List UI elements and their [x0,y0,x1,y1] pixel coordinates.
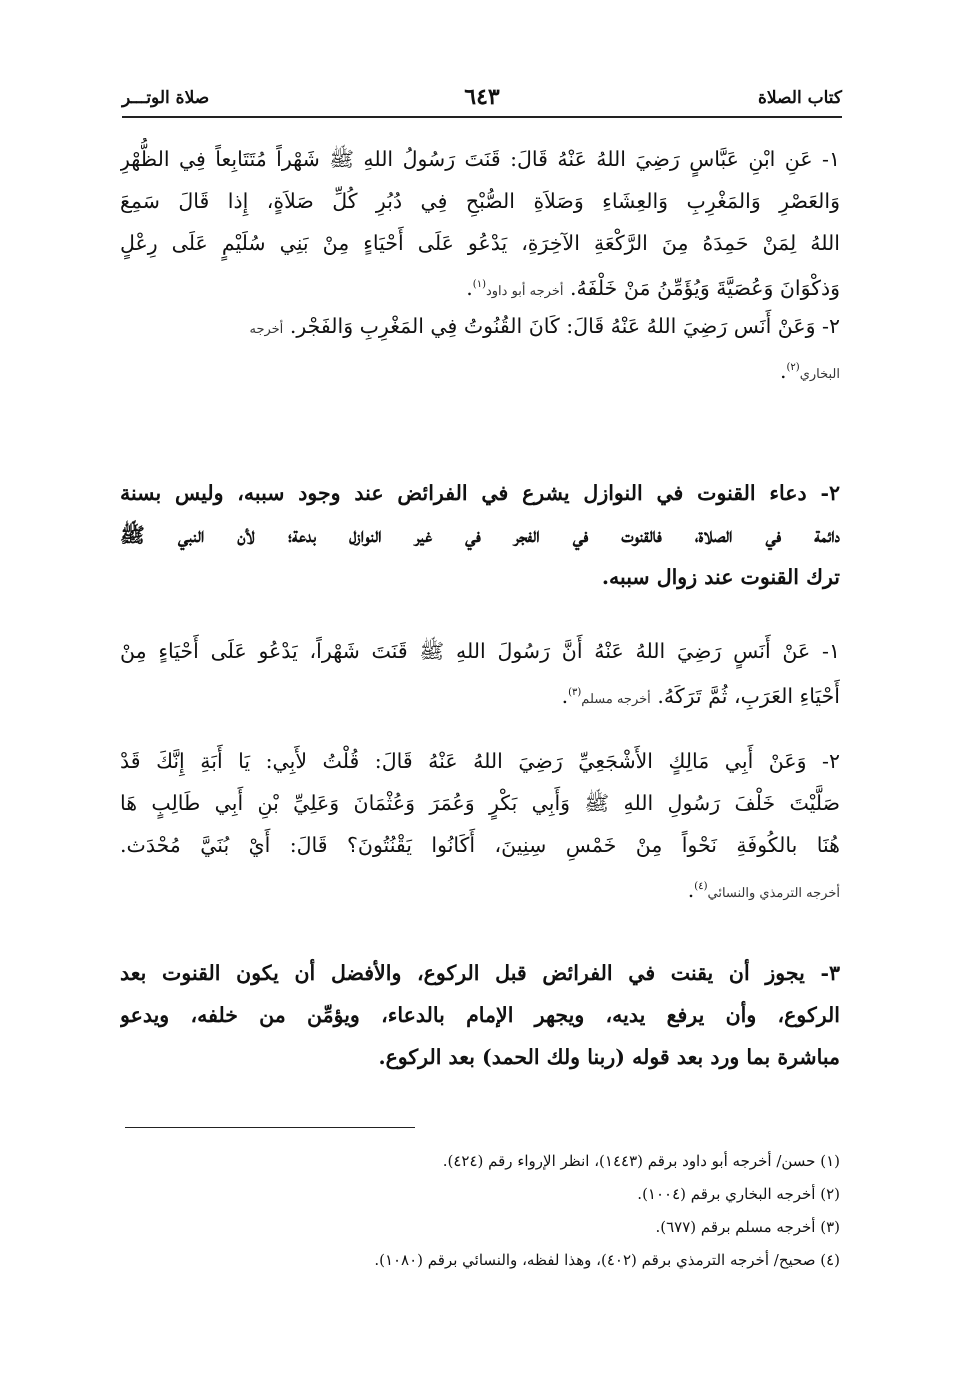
footnote-ref: (٢) [786,362,800,373]
text-line: هُنَا بالكُوفَةِ نَحْواً مِنْ خَمْسِ سِنِينَ، أَكَانُوا يَقْنُتُونَ؟ قَالَ: أَيْ بُنَيَّ مُحْدَث. [120,833,840,857]
text-line: ١- عَنْ أَنَسٍ رَضِيَ اللهُ عَنْهُ أَنَّ رَسُولَ اللهِ ﷺ قَنَتَ شَهْراً، يَدْعُو عَلَى أَحْيَاءٍ مِنْ [120,639,840,663]
hadith-ibn-abbas [120,138,840,306]
text-line-last: وَذكْوَانَ وَعُصَيَّةَ وَيُؤَمِّنُ مَنْ خَلْفَهُ. أخرجه أبو داود$^{(١)}$. [466,275,840,300]
chapter-title: صلاة الوتـــر [122,88,210,108]
text-line: دائمة في الصلاة، فالقنوت في الفجر في غير النوازل بدعة؛ لأن النبي ﷺ [120,523,840,547]
hadith-source-cont: البخاري [799,366,840,382]
hadith-source: أخرجه [249,322,284,337]
text-line: ١- عَنِ ابْنِ عَبَّاسٍ رَضِيَ اللهُ عَنْهُ قَالَ: قَنَتَ رَسُولُ اللهِ ﷺ شَهْراً مُتَتَابِعاً فِي الظُّهْرِ [120,147,840,171]
footnote-separator [125,1127,415,1128]
rule-qunut-nawazil [120,472,840,598]
text-line: ترك القنوت عند زوال سببه. [601,565,840,589]
rule-qunut-timing [120,952,840,1078]
hadith-anas-maghrib [120,305,840,389]
text-line: ٢- دعاء القنوت في النوازل يشرع في الفرائض عند وجود سببه، وليس بسنة [120,481,840,505]
text-fragment: أَحْيَاءِ العَرَبِ، ثُمَّ تَرَكَهُ. [657,683,840,708]
hadith-source: أخرجه أبو داود [485,283,564,299]
footnote-ref: (٤) [694,881,708,892]
text-line [120,305,840,347]
footnote-ref: (١) [472,279,486,290]
footnote-item: (١) حسن/ أخرجه أبو داود برقم (١٤٤٣)، انظر الإرواء رقم (٤٢٤). [442,1152,840,1170]
text-line: مباشرة بما ورد بعد قوله (ربنا ولك الحمد) بعد الركوع. [378,1045,840,1069]
footnote-ref: (٣) [568,687,582,698]
text-line: البخاري$^{(٢)}$. [779,358,840,383]
text-fragment: وَذكْوَانَ وَعُصَيَّةَ وَيُؤَمِّنُ مَنْ خَلْفَهُ. [570,275,840,300]
hadith-abi-malik [120,740,840,908]
footnote-item: (٤) صحيح/ أخرجه الترمذي برقم (٤٠٢)، وهذا لفظه، والنسائي برقم (١٠٨٠). [374,1251,840,1269]
text-line: وَالعَصْرِ وَالمَغْرِبِ وَالعِشَاءِ وَصَلاَةِ الصُّبْحِ فِي دُبُرِ كُلِّ صَلاَةٍ، إِذا قَالَ سَمِعَ [120,189,840,213]
text-line: ٣- يجوز أن يقنت في الفرائض قبل الركوع، والأفضل أن يكون القنوت بعد [120,961,840,985]
text-line: ٢- وَعَنْ أَبِي مَالِكٍ الأَشْجَعِيِّ رَضِيَ اللهُ عَنْهُ قَالَ: قُلْتُ لأَبِي: يَا أَبَةِ إِنَّكَ قَدْ [120,749,840,773]
text-line-last: أَحْيَاءِ العَرَبِ، ثُمَّ تَرَكَهُ. أخرجه مسلم$^{(٣)}$. [561,683,840,708]
footnote-item: (٢) أخرجه البخاري برقم (١٠٠٤). [637,1185,840,1203]
hadith-source: أخرجه الترمذي والنسائي [707,885,840,901]
book-title: كتاب الصلاة [757,88,842,108]
text-fragment: ٢- وَعَنْ أَنَس رَضِيَ اللهُ عَنْهُ قَالَ: كَانَ القُنُوتُ فِي المَغْرِبِ وَالفَجْر. [289,314,840,338]
page-number: ٦٤٣ [464,84,500,110]
text-line: اللهُ لِمَنْ حَمِدَهُ مِنَ الرَّكْعَةِ الآخِرَةِ، يَدْعُو عَلَى أَحْيَاءٍ مِنْ بَنِي سُلَيْمٍ عَلَى رِعْلٍ [120,231,840,255]
hadith-source: أخرجه مسلم [581,691,651,707]
hadith-anas-ahya [120,630,840,714]
running-header [122,82,842,118]
footnotes [120,1145,840,1277]
text-line: صَلَّيْتَ خَلْفَ رَسُولِ اللهِ ﷺ وَأَبِي بَكْرٍ وَعُمَرَ وَعُثْمَانَ وَعَلِيِّ بْنِ أَبِي طَالِبٍ هَا [120,791,840,815]
footnote-item: (٣) أخرجه مسلم برقم (٦٧٧). [655,1218,840,1236]
text-line: الركوع، وأن يرفع يديه، ويجهر الإمام بالدعاء، ويؤمِّن من خلفه، ويدعو [120,1003,840,1027]
text-line-last: أخرجه الترمذي والنسائي$^{(٤)}$. [687,877,840,902]
